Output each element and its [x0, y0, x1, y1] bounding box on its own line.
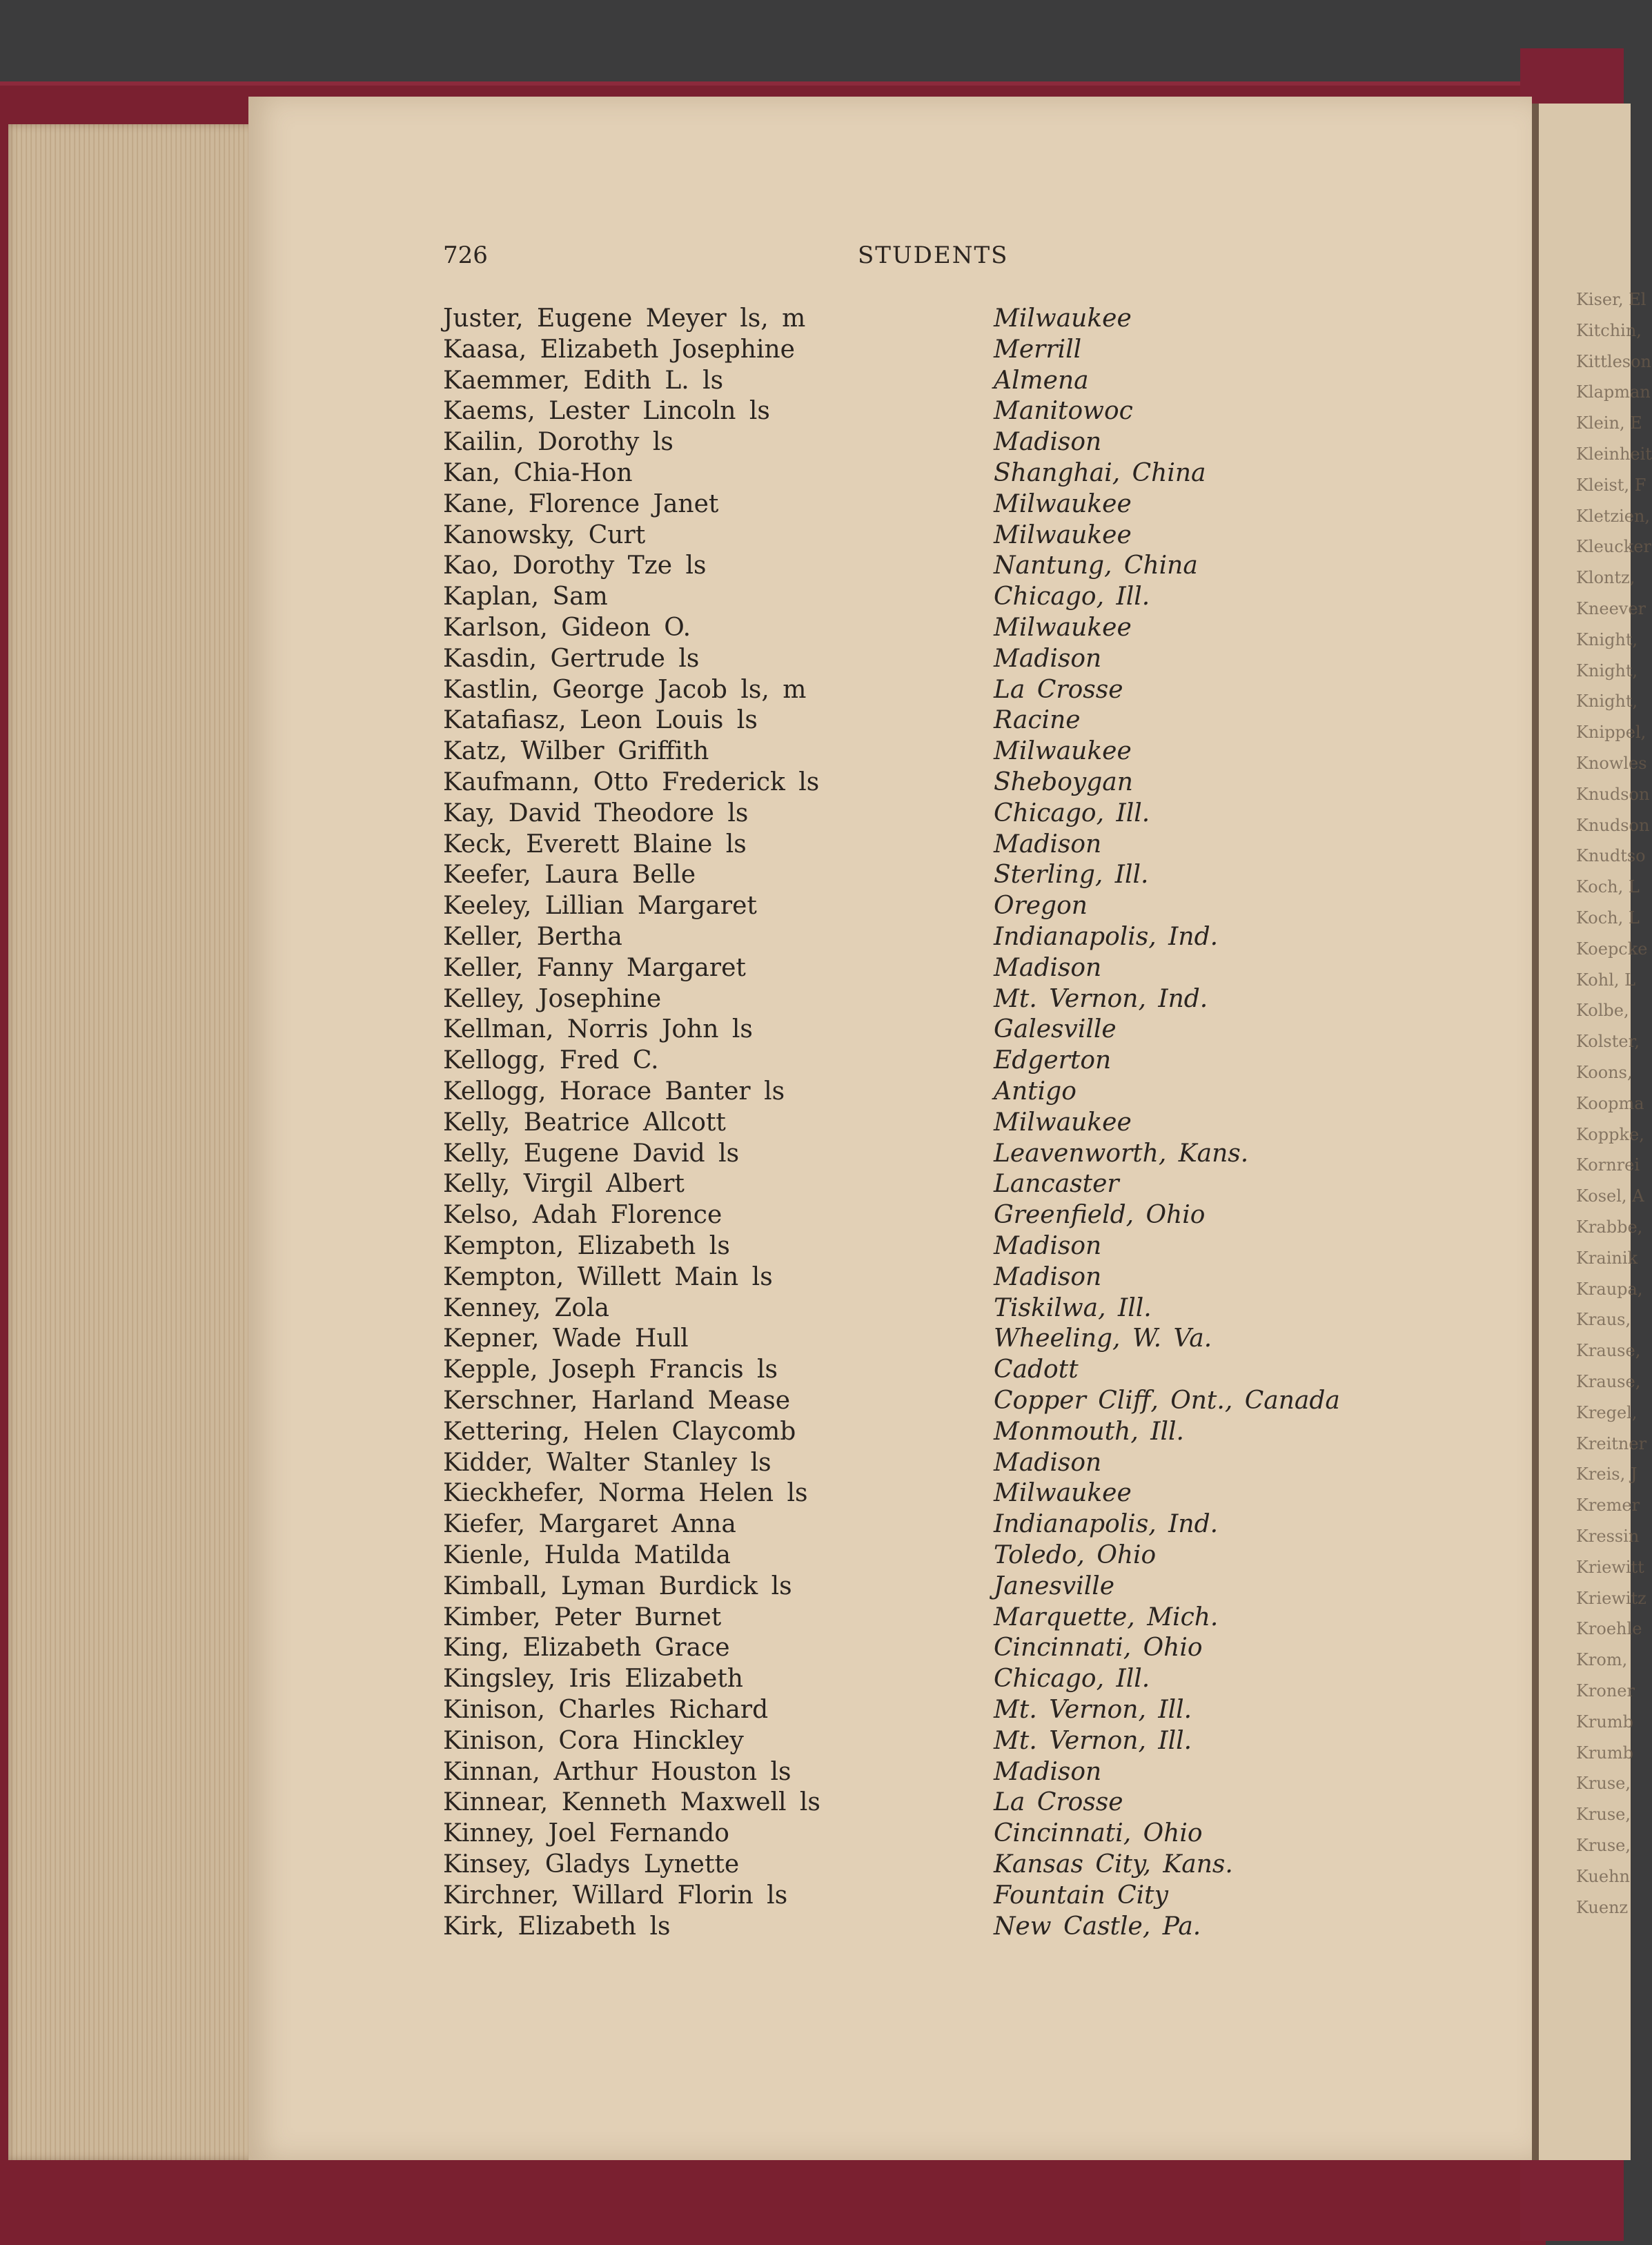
student-name: Juster, Eugene Meyer ls, m	[443, 304, 806, 333]
student-name: Kinney, Joel Fernando	[443, 1819, 729, 1848]
student-name: Kinison, Cora Hinckley	[443, 1726, 744, 1755]
student-entry	[248, 1108, 1532, 1138]
adjacent-page-text: Kolster,	[1576, 1032, 1640, 1052]
adjacent-page-text: Koons,	[1576, 1063, 1633, 1082]
student-entry	[248, 1293, 1532, 1324]
student-name: Kelley, Josephine	[443, 984, 662, 1013]
adjacent-page-text: Knudson	[1576, 784, 1650, 804]
adjacent-page-text: Krumb	[1576, 1743, 1633, 1763]
student-hometown: Edgerton	[994, 1046, 1112, 1075]
student-entry	[248, 767, 1532, 798]
adjacent-page-text: Klapman	[1576, 382, 1651, 402]
adjacent-page-text: Kreitner	[1576, 1433, 1647, 1453]
student-hometown: Marquette, Mich.	[994, 1602, 1219, 1631]
student-entry	[248, 1200, 1532, 1231]
student-name: Kimber, Peter Burnet	[443, 1602, 722, 1631]
student-entry	[248, 644, 1532, 674]
student-entry	[248, 1726, 1532, 1756]
student-name: Kiefer, Margaret Anna	[443, 1510, 736, 1539]
student-name: Kailin, Dorothy ls	[443, 428, 673, 457]
student-hometown: Chicago, Ill.	[994, 798, 1150, 827]
student-hometown: Sheboygan	[994, 768, 1133, 796]
student-name: Keck, Everett Blaine ls	[443, 830, 747, 859]
adjacent-page-text: Kressin	[1576, 1527, 1640, 1546]
student-name: Kelly, Beatrice Allcott	[443, 1108, 726, 1137]
page-edges	[8, 124, 271, 2160]
student-hometown: Kansas City, Kans.	[994, 1850, 1233, 1879]
running-head: STUDENTS	[858, 242, 1009, 269]
adjacent-page-text: Kleist, F	[1576, 475, 1646, 495]
student-name: Kellman, Norris John ls	[443, 1015, 753, 1044]
student-entry	[248, 830, 1532, 860]
student-name: Keeley, Lillian Margaret	[443, 892, 757, 921]
page-number: 726	[443, 242, 488, 269]
student-entry	[248, 520, 1532, 551]
adjacent-page-text: Kuehn	[1576, 1866, 1630, 1886]
student-hometown: Nantung, China	[994, 551, 1198, 580]
student-name: Kane, Florence Janet	[443, 489, 719, 518]
adjacent-page-text: Kleucker	[1576, 537, 1651, 557]
adjacent-page-text: Kosel, A	[1576, 1186, 1644, 1206]
adjacent-page-text: Kroner	[1576, 1681, 1635, 1700]
adjacent-page-text: Krom,	[1576, 1650, 1628, 1670]
student-hometown: Almena	[994, 366, 1089, 395]
student-name: Kelly, Eugene David ls	[443, 1139, 740, 1168]
student-hometown: Racine	[994, 706, 1081, 735]
student-hometown: La Crosse	[994, 1788, 1123, 1817]
adjacent-page-text: Knight,	[1576, 629, 1638, 649]
student-name: Karlson, Gideon O.	[443, 614, 691, 642]
student-hometown: Chicago, Ill.	[994, 1665, 1150, 1694]
student-entry	[248, 1231, 1532, 1262]
student-name: Kepner, Wade Hull	[443, 1324, 689, 1353]
student-entry	[248, 1540, 1532, 1571]
student-entry	[248, 1818, 1532, 1849]
student-name: Kellogg, Fred C.	[443, 1046, 659, 1075]
student-hometown: Madison	[994, 1757, 1102, 1786]
student-name: Kaplan, Sam	[443, 582, 608, 611]
student-hometown: Cadott	[994, 1355, 1079, 1384]
student-entry	[248, 736, 1532, 767]
adjacent-page-text: Kruse,	[1576, 1805, 1631, 1825]
adjacent-page-text: Kuenz	[1576, 1897, 1629, 1917]
student-name: Kaufmann, Otto Frederick ls	[443, 768, 820, 796]
adjacent-page-text: Kneever	[1576, 599, 1646, 618]
student-entry	[248, 1014, 1532, 1045]
student-entry	[248, 1139, 1532, 1169]
student-entry	[248, 304, 1532, 334]
adjacent-page-text: Kruse,	[1576, 1836, 1631, 1855]
student-name: Kanowsky, Curt	[443, 520, 646, 549]
adjacent-page-text: Kraupa,	[1576, 1279, 1643, 1299]
page-header	[248, 242, 1532, 276]
student-name: Keefer, Laura Belle	[443, 861, 696, 890]
student-entry	[248, 1478, 1532, 1509]
student-name: Kinnan, Arthur Houston ls	[443, 1757, 791, 1786]
student-name: Kidder, Walter Stanley ls	[443, 1448, 771, 1477]
student-entry	[248, 582, 1532, 612]
student-entry	[248, 1881, 1532, 1911]
student-name: Kieckhefer, Norma Helen ls	[443, 1479, 808, 1508]
adjacent-page-text: Kroehle	[1576, 1619, 1642, 1639]
student-entry	[248, 1169, 1532, 1199]
student-entry	[248, 1046, 1532, 1076]
student-entry	[248, 953, 1532, 983]
student-entry	[248, 1355, 1532, 1385]
student-entry	[248, 1571, 1532, 1602]
student-hometown: Madison	[994, 1448, 1102, 1477]
student-hometown: Madison	[994, 428, 1102, 457]
student-name: Katafiasz, Leon Louis ls	[443, 706, 758, 735]
student-hometown: Indianapolis, Ind.	[994, 923, 1219, 951]
student-name: Katz, Wilber Griffith	[443, 737, 709, 766]
adjacent-page-text: Kletzien,	[1576, 506, 1651, 526]
adjacent-page-text: Kremer	[1576, 1496, 1640, 1516]
student-entry	[248, 458, 1532, 489]
adjacent-page-text: Kriewitt	[1576, 1557, 1644, 1577]
student-hometown: Wheeling, W. Va.	[994, 1324, 1212, 1353]
adjacent-page-edge	[1532, 104, 1652, 2160]
student-entry	[248, 613, 1532, 643]
student-name: Kepple, Joseph Francis ls	[443, 1355, 778, 1384]
adjacent-page-text: Kohl, L	[1576, 970, 1636, 990]
student-hometown: Cincinnati, Ohio	[994, 1819, 1203, 1848]
student-name: Kienle, Hulda Matilda	[443, 1541, 731, 1569]
student-name: Kempton, Elizabeth ls	[443, 1232, 730, 1260]
student-hometown: Tiskilwa, Ill.	[994, 1293, 1152, 1322]
student-hometown: Milwaukee	[994, 1108, 1132, 1137]
adjacent-page-text: Krause,	[1576, 1372, 1641, 1391]
student-name: Kimball, Lyman Burdick ls	[443, 1571, 792, 1600]
student-hometown: Chicago, Ill.	[994, 582, 1150, 611]
adjacent-page-text: Krabbe,	[1576, 1217, 1643, 1237]
student-entry	[248, 1912, 1532, 1942]
adjacent-page-text: Krainik	[1576, 1248, 1638, 1268]
student-hometown: Fountain City	[994, 1881, 1168, 1910]
student-entry	[248, 1417, 1532, 1447]
student-name: Keller, Bertha	[443, 923, 622, 951]
student-hometown: Madison	[994, 1232, 1102, 1260]
student-hometown: Greenfield, Ohio	[994, 1201, 1206, 1230]
student-name: Kasdin, Gertrude ls	[443, 644, 700, 673]
student-name: Kastlin, George Jacob ls, m	[443, 675, 807, 704]
adjacent-page-text: Knight,	[1576, 660, 1638, 680]
student-entry	[248, 1324, 1532, 1354]
student-entry	[248, 1664, 1532, 1694]
adjacent-page-text: Kornrei	[1576, 1155, 1640, 1175]
adjacent-page-text: Koch, L	[1576, 877, 1640, 897]
student-entry	[248, 1757, 1532, 1787]
student-entry	[248, 1633, 1532, 1663]
student-name: Kerschner, Harland Mease	[443, 1386, 791, 1415]
student-hometown: Indianapolis, Ind.	[994, 1510, 1219, 1539]
student-entry	[248, 1448, 1532, 1478]
student-entry	[248, 984, 1532, 1014]
adjacent-page-text: Klein, E	[1576, 413, 1642, 433]
adjacent-page-text: Knowles	[1576, 754, 1647, 773]
student-entry	[248, 551, 1532, 581]
student-hometown: Toledo, Ohio	[994, 1541, 1157, 1569]
student-name: Kaemmer, Edith L. ls	[443, 366, 724, 395]
student-entry	[248, 1509, 1532, 1540]
adjacent-page-text: Krumb	[1576, 1712, 1633, 1732]
student-entry	[248, 366, 1532, 396]
adjacent-page-text: Knudtso	[1576, 846, 1646, 866]
adjacent-page-text: Kraus,	[1576, 1310, 1631, 1330]
adjacent-page-text: Koch, L	[1576, 908, 1640, 928]
student-entry	[248, 860, 1532, 890]
student-hometown: Cincinnati, Ohio	[994, 1634, 1203, 1663]
student-name: Kaasa, Elizabeth Josephine	[443, 335, 795, 364]
adjacent-page-text: Kregel,	[1576, 1402, 1638, 1422]
student-name: Kingsley, Iris Elizabeth	[443, 1665, 743, 1694]
student-hometown: Milwaukee	[994, 304, 1132, 333]
student-entry	[248, 489, 1532, 520]
student-hometown: Manitowoc	[994, 397, 1133, 426]
student-name: Kan, Chia-Hon	[443, 459, 633, 487]
student-hometown: Merrill	[994, 335, 1082, 364]
student-entry	[248, 1695, 1532, 1725]
student-name: Kenney, Zola	[443, 1293, 610, 1322]
student-hometown: Milwaukee	[994, 737, 1132, 766]
student-entry	[248, 335, 1532, 365]
student-hometown: Milwaukee	[994, 614, 1132, 642]
student-hometown: Mt. Vernon, Ill.	[994, 1726, 1192, 1755]
student-name: Kinnear, Kenneth Maxwell ls	[443, 1788, 820, 1817]
student-entry	[248, 891, 1532, 921]
student-hometown: Copper Cliff, Ont., Canada	[994, 1386, 1340, 1415]
adjacent-page-text: Koopma	[1576, 1093, 1644, 1113]
student-name: Kinison, Charles Richard	[443, 1696, 769, 1724]
student-entry	[248, 1386, 1532, 1416]
student-name: Kaems, Lester Lincoln ls	[443, 397, 770, 426]
student-hometown: Mt. Vernon, Ill.	[994, 1696, 1192, 1724]
student-hometown: Monmouth, Ill.	[994, 1417, 1184, 1446]
student-entry	[248, 1077, 1532, 1107]
student-entry	[248, 427, 1532, 458]
student-name: Kirk, Elizabeth ls	[443, 1912, 671, 1941]
student-hometown: New Castle, Pa.	[994, 1912, 1201, 1941]
adjacent-page-text: Koepcke	[1576, 939, 1648, 959]
student-hometown: Galesville	[994, 1015, 1117, 1044]
student-entry	[248, 798, 1532, 829]
student-name: Kirchner, Willard Florin ls	[443, 1881, 788, 1910]
student-entry	[248, 675, 1532, 705]
adjacent-page-text: Kleinheit	[1576, 444, 1652, 464]
adjacent-page-text: Krause,	[1576, 1341, 1641, 1361]
adjacent-page-text: Kruse,	[1576, 1774, 1631, 1794]
student-hometown: Milwaukee	[994, 1479, 1132, 1508]
student-name: Kempton, Willett Main ls	[443, 1262, 773, 1291]
student-name: Kay, David Theodore ls	[443, 798, 749, 827]
student-hometown: Shanghai, China	[994, 459, 1206, 487]
student-name: King, Elizabeth Grace	[443, 1634, 730, 1663]
adjacent-page-text: Kolbe,	[1576, 1001, 1629, 1021]
student-hometown: Janesville	[994, 1571, 1115, 1600]
student-hometown: Sterling, Ill.	[994, 861, 1149, 890]
student-hometown: Lancaster	[994, 1170, 1119, 1199]
student-name: Keller, Fanny Margaret	[443, 953, 746, 982]
student-entry	[248, 1787, 1532, 1818]
adjacent-page-text: Kiser, El	[1576, 290, 1646, 309]
adjacent-page-text: Kriewitz	[1576, 1588, 1646, 1608]
student-entry	[248, 922, 1532, 952]
adjacent-page-text: Kittleson	[1576, 351, 1651, 371]
student-hometown: Madison	[994, 644, 1102, 673]
student-name: Kinsey, Gladys Lynette	[443, 1850, 740, 1879]
student-hometown: La Crosse	[994, 675, 1123, 704]
adjacent-page-text: Kreis, J	[1576, 1464, 1638, 1484]
student-name: Kao, Dorothy Tze ls	[443, 551, 707, 580]
student-entry	[248, 396, 1532, 427]
adjacent-page-text: Knippel,	[1576, 723, 1646, 743]
student-entry	[248, 1262, 1532, 1293]
adjacent-page-text: Koppke,	[1576, 1124, 1644, 1144]
student-hometown: Madison	[994, 1262, 1102, 1291]
adjacent-page-text: Knudson	[1576, 815, 1650, 835]
student-entry	[248, 1850, 1532, 1880]
student-hometown: Oregon	[994, 892, 1088, 921]
student-name: Kellogg, Horace Banter ls	[443, 1077, 785, 1106]
student-hometown: Milwaukee	[994, 489, 1132, 518]
student-entry	[248, 705, 1532, 736]
student-name: Kelso, Adah Florence	[443, 1201, 722, 1230]
student-hometown: Mt. Vernon, Ind.	[994, 984, 1208, 1013]
book-page	[248, 97, 1532, 2160]
student-hometown: Antigo	[994, 1077, 1076, 1106]
student-entry	[248, 1602, 1532, 1633]
student-hometown: Madison	[994, 830, 1102, 859]
student-hometown: Milwaukee	[994, 520, 1132, 549]
student-name: Kettering, Helen Claycomb	[443, 1417, 796, 1446]
adjacent-page-text: Kitchin,	[1576, 320, 1642, 340]
adjacent-page-text: Klontz,	[1576, 568, 1635, 588]
student-hometown: Madison	[994, 953, 1102, 982]
adjacent-page-text: Knight,	[1576, 692, 1638, 712]
student-hometown: Leavenworth, Kans.	[994, 1139, 1249, 1168]
student-name: Kelly, Virgil Albert	[443, 1170, 685, 1199]
